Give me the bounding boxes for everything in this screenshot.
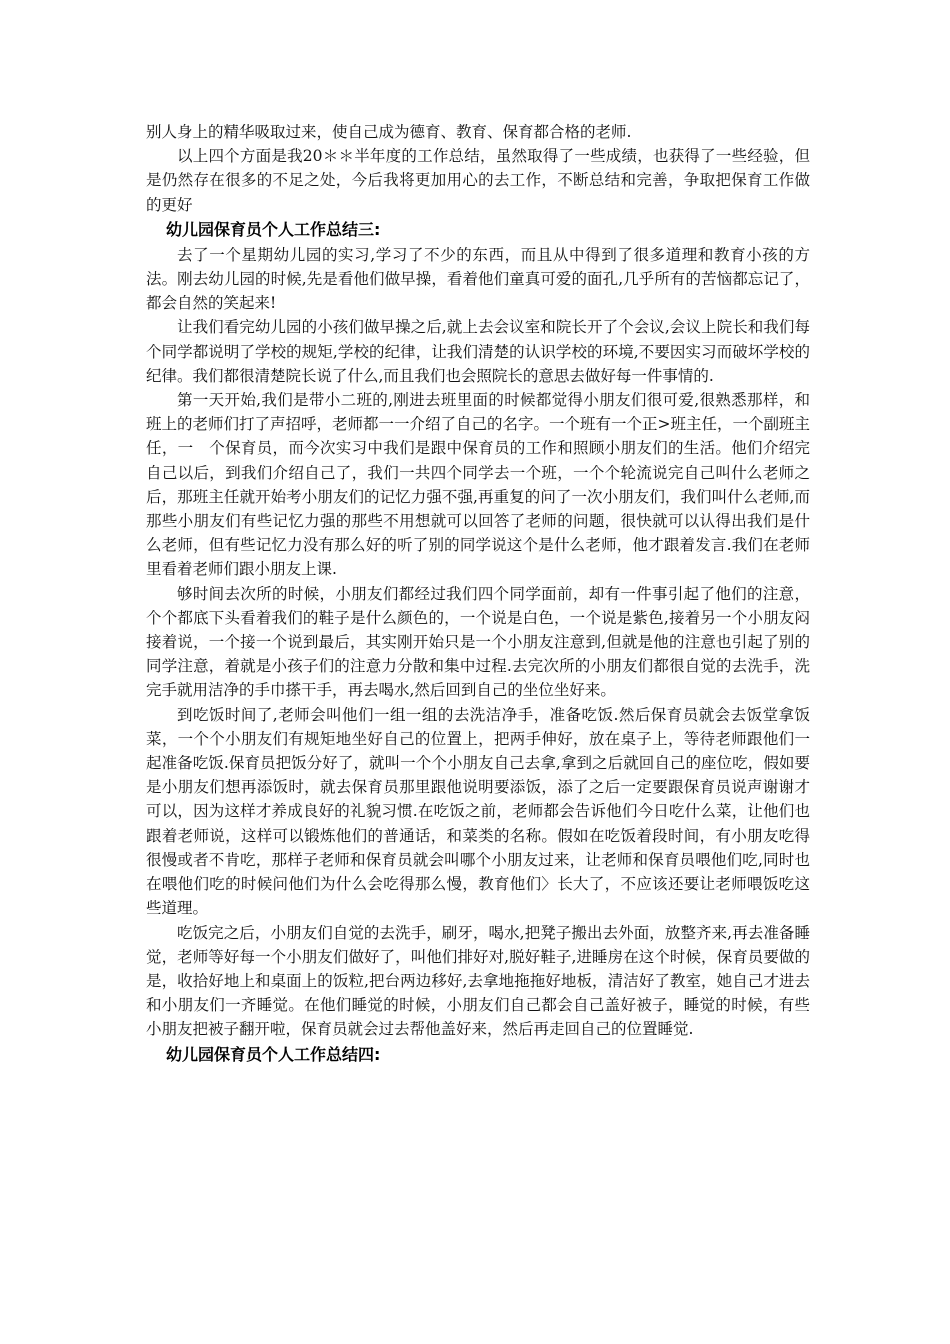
paragraph: 别人身上的精华吸取过来，使自己成为德育、教育、保育都合格的老师. (146, 123, 632, 141)
paragraph: 让我们看完幼儿园的小孩们做早操之后,就上去会议室和院长开了个会议,会议上院长和我们每个同学都说明了学校的规矩,学校的纪律，让我们清楚的认识学校的环境,不要因实习而破坏学校的纪律。我们都很清楚院长说了什么,而且我们也会照院长的意思去做好每一件事情的. (146, 318, 810, 385)
paragraph: 以上四个方面是我20＊＊半年度的工作总结，虽然取得了一些成绩，也获得了一些经验，但是仍然存在很多的不足之处，今后我将更加用心的去工作，不断总结和完善，争取把保育工作做的更好 (146, 147, 810, 214)
paragraph: 第一天开始,我们是带小二班的,刚进去班里面的时候都觉得小朋友们很可爱,很熟悉那样，和班上的老师们打了声招呼，老师都一一介绍了自己的名字。一个班有一个正>班主任，一个副班主任，一 个保育员，而今次实习中我们是跟中保育员的工作和照顾小朋友们的生活。他们介绍完自己以后，到我们介绍自己了，我们一共四个同学去一个班，一个个轮流说完自己叫什么老师之后，那班主任就开始考小朋友们的记忆力强不强,再重复的问了一次小朋友们，我们叫什么老师,而那些小朋友们有些记忆力强的那些不用想就可以回答了老师的问题，很快就可以认得出我们是什么老师，但有些记忆力没有那么好的听了别的同学说这个是什么老师，他才跟着发言.我们在老师里看着老师们跟小朋友上课. (146, 391, 810, 579)
paragraph: 去了一个星期幼儿园的实习,学习了不少的东西，而且从中得到了很多道理和教育小孩的方法。刚去幼儿园的时候,先是看他们做早操，看着他们童真可爱的面孔,几乎所有的苦恼都忘记了，都会自然的笑起来! (146, 245, 810, 313)
paragraph: 到吃饭时间了,老师会叫他们一组一组的去洗洁净手，准备吃饭.然后保育员就会去饭堂拿饭菜，一个个小朋友们有规矩地坐好自己的位置上，把两手伸好，放在桌子上，等待老师跟他们一起准备吃饭.保育员把饭分好了，就叫一个个小朋友自己去拿,拿到之后就回自己的座位吃，假如要是小朋友们想再添饭时，就去保育员那里跟他说明要添饭，添了之后一定要跟保育员说声谢谢才可以，因为这样才养成良好的礼貌习惯.在吃饭之前，老师都会告诉他们今日吃什么菜，让他们也跟着老师说，这样可以锻炼他们的普通话，和菜类的名称。假如在吃饭着段时间，有小朋友吃得很慢或者不肯吃，那样子老师和保育员就会叫哪个小朋友过来，让老师和保育员喂他们吃,同时也在喂他们吃的时候问他们为什么会吃得那么慢，教育他们〉长大了，不应该还要让老师喂饭吃这些道理。 (146, 705, 810, 918)
section-heading: 幼儿园保育员个人工作总结四: (166, 1044, 381, 1064)
paragraph: 够时间去次所的时候，小朋友们都经过我们四个同学面前，却有一件事引起了他们的注意，个个都底下头看着我们的鞋子是什么颜色的，一个说是白色，一个说是紫色,接着另一个小朋友闷接着说，一个接一个说到最后，其实刚开始只是一个小朋友注意到,但就是他的注意也引起了别的同学注意，着就是小孩子们的注意力分散和集中过程.去完次所的小朋友们都很自觉的去洗手，洗完手就用洁净的手巾搽干手，再去喝水,然后回到自己的坐位坐好来。 (146, 584, 810, 700)
paragraph: 吃饭完之后，小朋友们自觉的去洗手，刷牙，喝水,把凳子搬出去外面，放整齐来,再去准备睡觉，老师等好每一个小朋友们做好了，叫他们排好对,脱好鞋子,进睡房在这个时候，保育员要做的是，收拾好地上和桌面上的饭粒,把台两边移好,去拿地拖拖好地板，清洁好了教室，她自己才进去和小朋友们一齐睡觉。在他们睡觉的时候，小朋友们自己都会自己盖好被子，睡觉的时候，有些小朋友把被子翻开啦，保育员就会过去帮他盖好来，然后再走回自己的位置睡觉. (146, 923, 810, 1039)
section-heading: 幼儿园保育员个人工作总结三: (166, 219, 381, 239)
document-body (146, 120, 810, 1068)
